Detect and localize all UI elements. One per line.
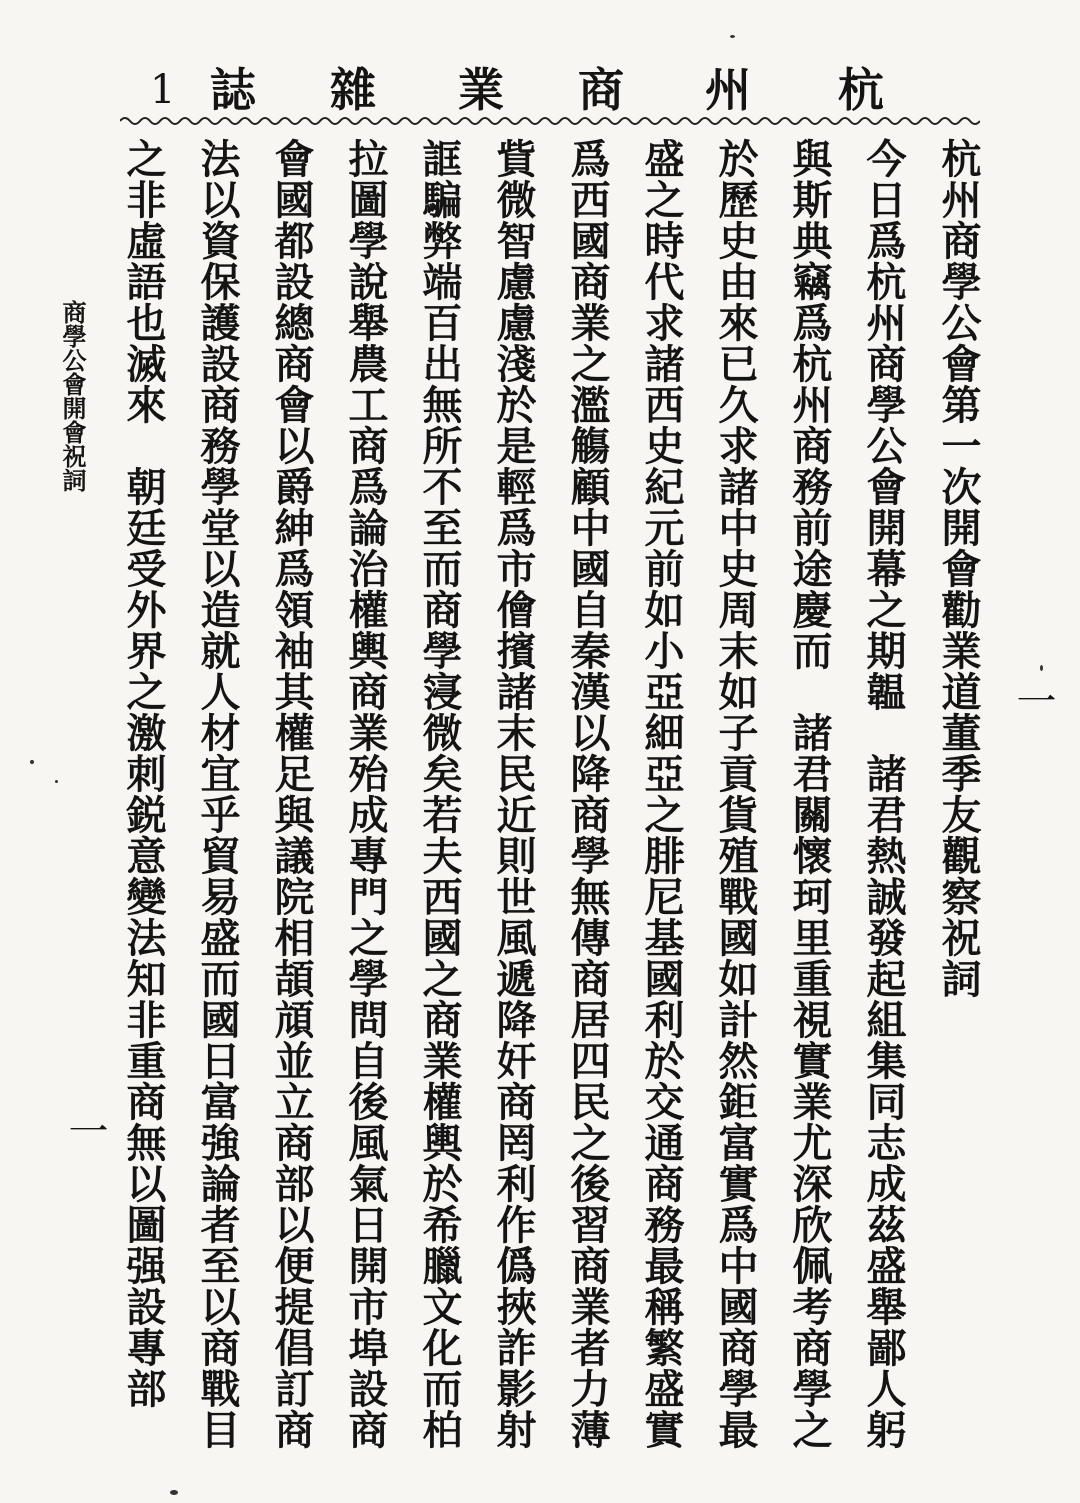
text-column-3: 於歷史由來已久求諸中史周末如子貢貨殖戰國如計然鉅富實爲中國商學最 (712, 138, 759, 1450)
text-column-11: 之非虛語也滅來 朝廷受外界之激刺鋭意變法知非重商無以圖强設專部 (120, 138, 167, 1409)
article-title: 杭州商學公會第一次開會勸業道董季友觀察祝詞 (935, 138, 982, 999)
text-column-4: 盛之時代求諸西史紀元前如小亞細亞之腓尼基國利於交通商務最稱繁盛實 (638, 138, 685, 1450)
scan-speck (30, 760, 34, 764)
scan-speck (55, 780, 58, 783)
header-char-1: 杭 (838, 63, 884, 117)
scan-speck (170, 1490, 178, 1495)
text-column-2: 與斯典竊爲杭州商務前途慶而 諸君關懷珂里重視實業尤深欣佩考商學之 (786, 138, 833, 1450)
text-column-10: 法以資保護設商務學堂以造就人材宜乎貿易盛而國日富強論者至以商戰目 (194, 138, 241, 1450)
text-column-5: 爲西國商業之濫觴顧中國自秦漢以降商學無傳商居四民之後習商業者力薄 (564, 138, 611, 1450)
page-number: 1 (150, 67, 176, 113)
margin-section-label: 商學公會開會祝詞 (58, 300, 87, 492)
text-column-1: 今日爲杭州商學公會開幕之期韞 諸君熱誠發起組集同志成茲盛舉鄙人躬 (860, 138, 907, 1450)
text-column-6: 貲微智慮慮淺於是輕爲市儈擯諸末民近則世風遞降奸商罔利作僞挾詐影射 (490, 138, 537, 1450)
margin-mark-right: 一 (1010, 680, 1056, 720)
header-char-6: 誌 (210, 63, 256, 117)
text-column-8: 拉圖學說舉農工商爲論治權輿商業殆成專門之學問自後風氣日開市埠設商 (342, 138, 389, 1450)
text-column-7: 誆騙弊端百出無所不至而商學寖微矣若夫西國之商業權輿於希臘文化而柏 (416, 138, 463, 1450)
scan-speck (730, 35, 735, 38)
header-char-4: 業 (458, 63, 504, 117)
scan-speck (1040, 665, 1043, 671)
text-column-9: 會國都設總商會以爵紳爲領袖其權足與議院相頡頏並立商部以便提倡訂商 (268, 138, 315, 1450)
header-wavy-rule (120, 113, 980, 129)
header-char-3: 商 (578, 63, 624, 117)
margin-mark-left: 一 (62, 1110, 108, 1150)
header-char-2: 州 (705, 63, 751, 117)
header-char-5: 雜 (330, 63, 376, 117)
